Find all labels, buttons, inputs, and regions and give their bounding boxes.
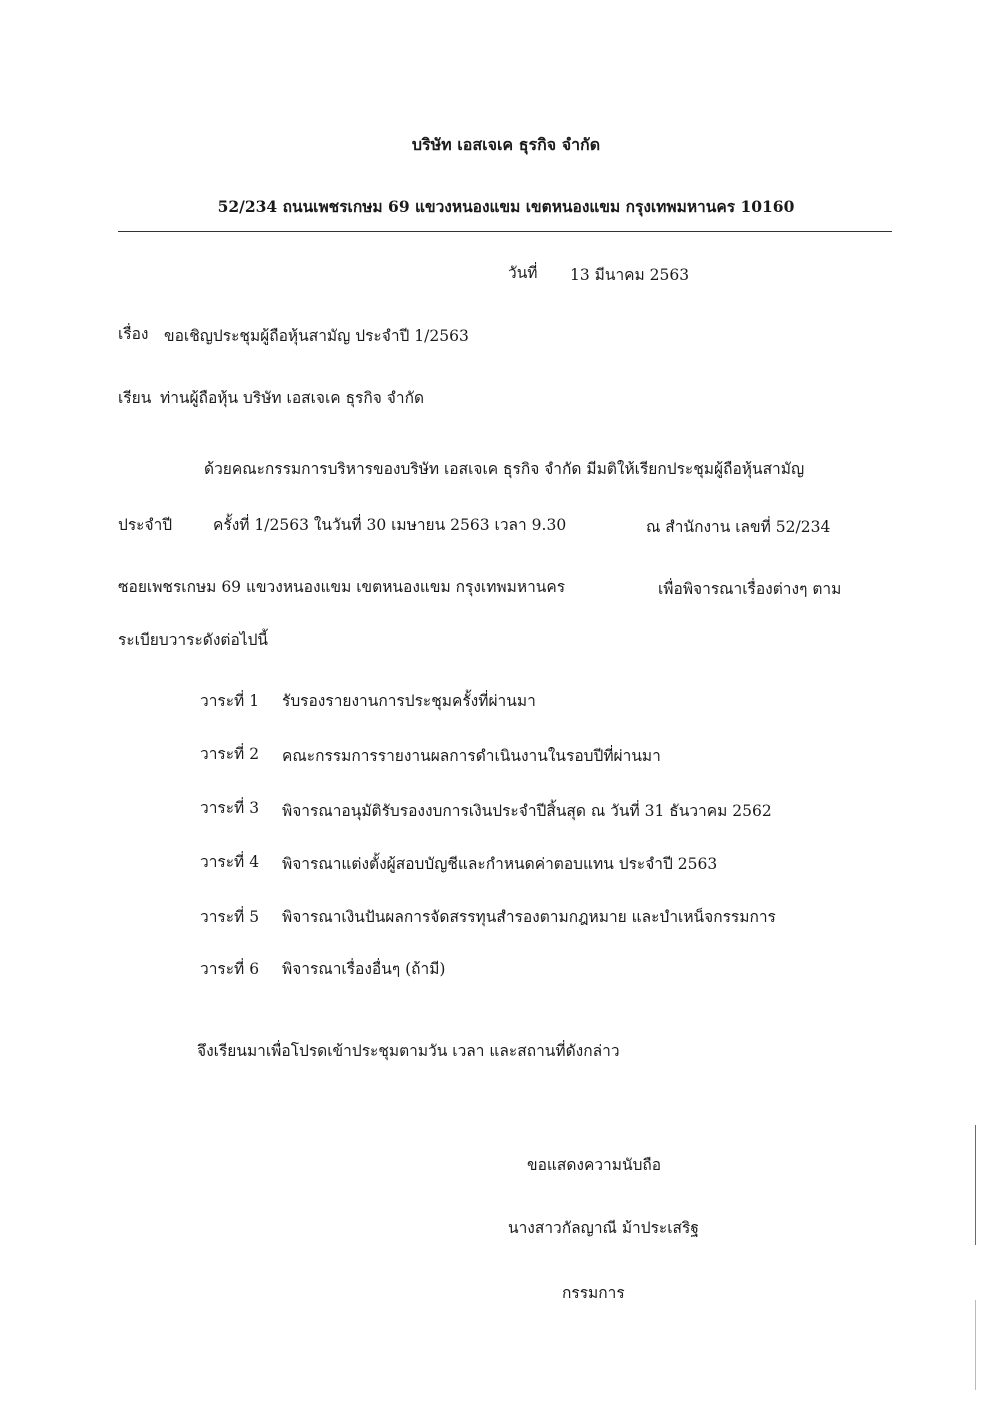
agenda-item-4-label: วาระที่ 4: [200, 853, 260, 871]
agenda-item-4-text: พิจารณาแต่งตั้งผู้สอบบัญชีและกำหนดค่าตอบแทน ประจำปี 2563: [282, 855, 718, 873]
scan-edge-line: [975, 1125, 976, 1245]
agenda-item-5-text: พิจารณาเงินปันผลการจัดสรรทุนสำรองตามกฎหมาย และบำเหน็จกรรมการ: [282, 908, 776, 926]
body-line-2c: ณ สำนักงาน เลขที่ 52/234: [646, 518, 831, 536]
company-name: บริษัท เอสเจเค ธุรกิจ จำกัด: [411, 135, 601, 154]
body-line-3b: เพื่อพิจารณาเรื่องต่างๆ ตาม: [658, 580, 842, 598]
scan-edge-line-faint: [975, 1300, 976, 1390]
letterhead-divider: [118, 231, 892, 232]
date-label: วันที่: [508, 264, 538, 282]
agenda-item-6-text: พิจารณาเรื่องอื่นๆ (ถ้ามี): [282, 960, 446, 978]
closing-sentence: จึงเรียนมาเพื่อโปรดเข้าประชุมตามวัน เวลา และสถานที่ดังกล่าว: [197, 1042, 620, 1060]
agenda-item-1-text: รับรองรายงานการประชุมครั้งที่ผ่านมา: [282, 692, 536, 710]
subject-value: ขอเชิญประชุมผู้ถือหุ้นสามัญ ประจำปี 1/2563: [164, 327, 469, 345]
recipient-label: เรียน: [118, 389, 152, 407]
recipient-value: ท่านผู้ถือหุ้น บริษัท เอสเจเค ธุรกิจ จำกัด: [160, 389, 425, 407]
body-line-2a: ประจำปี: [118, 516, 173, 534]
body-line-3a: ซอยเพชรเกษม 69 แขวงหนองแขม เขตหนองแขม กรุงเทพมหานคร: [118, 578, 566, 596]
body-line-2b: ครั้งที่ 1/2563 ในวันที่ 30 เมษายน 2563 เวลา 9.30: [213, 516, 567, 534]
agenda-item-2-label: วาระที่ 2: [200, 745, 260, 763]
agenda-item-3-label: วาระที่ 3: [200, 799, 260, 817]
body-line-1: ด้วยคณะกรรมการบริหารของบริษัท เอสเจเค ธุรกิจ จำกัด มีมติให้เรียกประชุมผู้ถือหุ้นสามัญ: [204, 460, 805, 478]
agenda-item-6-label: วาระที่ 6: [200, 960, 260, 978]
subject-label: เรื่อง: [118, 325, 149, 343]
agenda-item-3-text: พิจารณาอนุมัติรับรองงบการเงินประจำปีสิ้นสุด ณ วันที่ 31 ธันวาคม 2562: [282, 802, 772, 820]
signature-regards: ขอแสดงความนับถือ: [527, 1156, 662, 1174]
agenda-item-2-text: คณะกรรมการรายงานผลการดำเนินงานในรอบปีที่ผ่านมา: [282, 747, 661, 765]
agenda-item-1-label: วาระที่ 1: [200, 692, 260, 710]
body-line-4: ระเบียบวาระดังต่อไปนี้: [118, 631, 269, 649]
agenda-item-5-label: วาระที่ 5: [200, 908, 260, 926]
signature-name: นางสาวกัลญาณี ม้าประเสริฐ: [508, 1219, 699, 1237]
signature-position: กรรมการ: [562, 1284, 625, 1302]
date-value: 13 มีนาคม 2563: [570, 266, 690, 284]
company-address: 52/234 ถนนเพชรเกษม 69 แขวงหนองแขม เขตหนองแขม กรุงเทพมหานคร 10160: [217, 197, 795, 216]
